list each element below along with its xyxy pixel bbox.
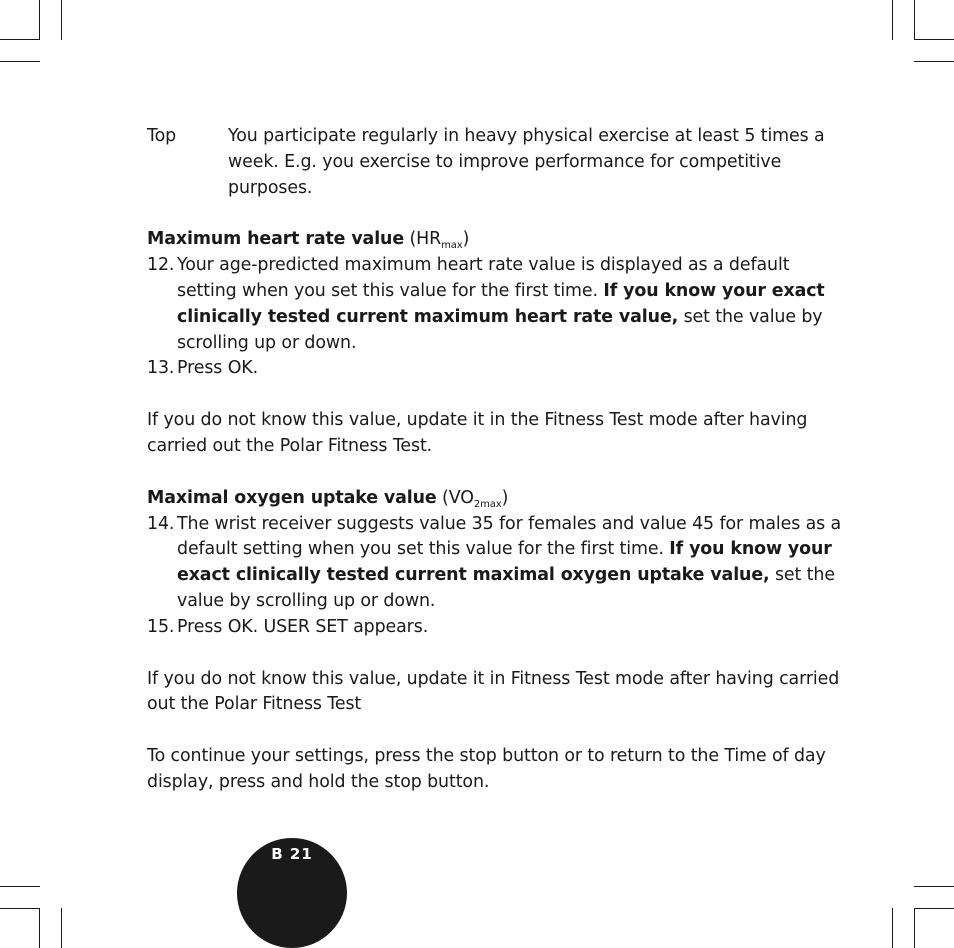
- step-number: 13.: [147, 358, 175, 379]
- vo2-max-heading-title: Maximal oxygen uptake value: [147, 487, 437, 508]
- vo2-max-heading-sub: 2max: [473, 498, 502, 510]
- crop-mark: [0, 61, 40, 62]
- page-content: [147, 124, 847, 796]
- step-text: Press OK.: [177, 358, 259, 379]
- crop-mark: [892, 908, 893, 948]
- step-14-tail: set the value by scrolling up or down.: [177, 565, 835, 611]
- step-12: [147, 253, 847, 356]
- hr-max-heading-title: Maximum heart rate value: [147, 229, 405, 250]
- fitness-level-term: Top: [147, 126, 177, 146]
- fitness-level-top: [147, 124, 847, 201]
- crop-mark: [914, 886, 954, 887]
- crop-mark: [39, 908, 40, 948]
- step-12-tail: set the value by scrolling up or down.: [177, 306, 823, 353]
- step-14: [147, 512, 847, 615]
- closing-instruction: To continue your settings, press the stop button or to return to the Time of day display, press and hold the stop button.: [147, 746, 826, 792]
- vo2-max-heading-open: (VO: [436, 487, 474, 508]
- step-12-text: Your age-predicted maximum heart rate value is displayed as a default setting when you set this value for the first time.: [177, 255, 790, 301]
- vo2-max-heading-close: ): [501, 487, 509, 508]
- step-text: Press OK. USER SET appears.: [177, 616, 429, 637]
- crop-mark: [914, 908, 954, 909]
- step-text: [177, 512, 847, 615]
- crop-mark: [0, 886, 40, 887]
- step-12-bold: If you know your exact clinically tested current maximum heart rate value,: [177, 280, 825, 327]
- step-number: 15.: [147, 616, 175, 637]
- crop-mark: [61, 0, 62, 40]
- vo2-max-heading: [147, 486, 847, 512]
- step-14-bold: If you know your exact clinically tested current maximal oxygen uptake value,: [177, 539, 832, 586]
- page-number: B 21: [271, 845, 313, 863]
- hr-max-heading-sub: max: [441, 240, 463, 252]
- fitness-level-definition: You participate regularly in heavy physical exercise at least 5 times a week. E.g. you exercise to improve performance for competitive purposes.: [228, 126, 825, 198]
- crop-mark: [0, 908, 40, 909]
- step-15: [147, 615, 847, 641]
- crop-mark: [914, 0, 915, 40]
- crop-mark: [61, 908, 62, 948]
- crop-mark: [892, 0, 893, 40]
- crop-mark: [0, 39, 40, 40]
- hr-max-heading-open: (HR: [404, 229, 442, 250]
- step-text: [177, 253, 847, 356]
- step-number: 12.: [147, 255, 175, 276]
- step-14-text: The wrist receiver suggests value 35 for females and value 45 for males as a default setting when you set this value for the first time.: [177, 513, 842, 560]
- step-number: 14.: [147, 513, 175, 534]
- hr-max-heading: [147, 227, 847, 253]
- crop-mark: [39, 0, 40, 40]
- vo2-max-note: If you do not know this value, update it in Fitness Test mode after having carried out the Polar Fitness Test: [147, 668, 840, 715]
- hr-max-heading-close: ): [462, 229, 470, 250]
- crop-mark: [914, 61, 954, 62]
- hr-max-note: If you do not know this value, update it in the Fitness Test mode after having carried out the Polar Fitness Test.: [147, 410, 808, 456]
- step-13: [147, 356, 847, 382]
- crop-mark: [914, 39, 954, 40]
- crop-mark: [914, 908, 915, 948]
